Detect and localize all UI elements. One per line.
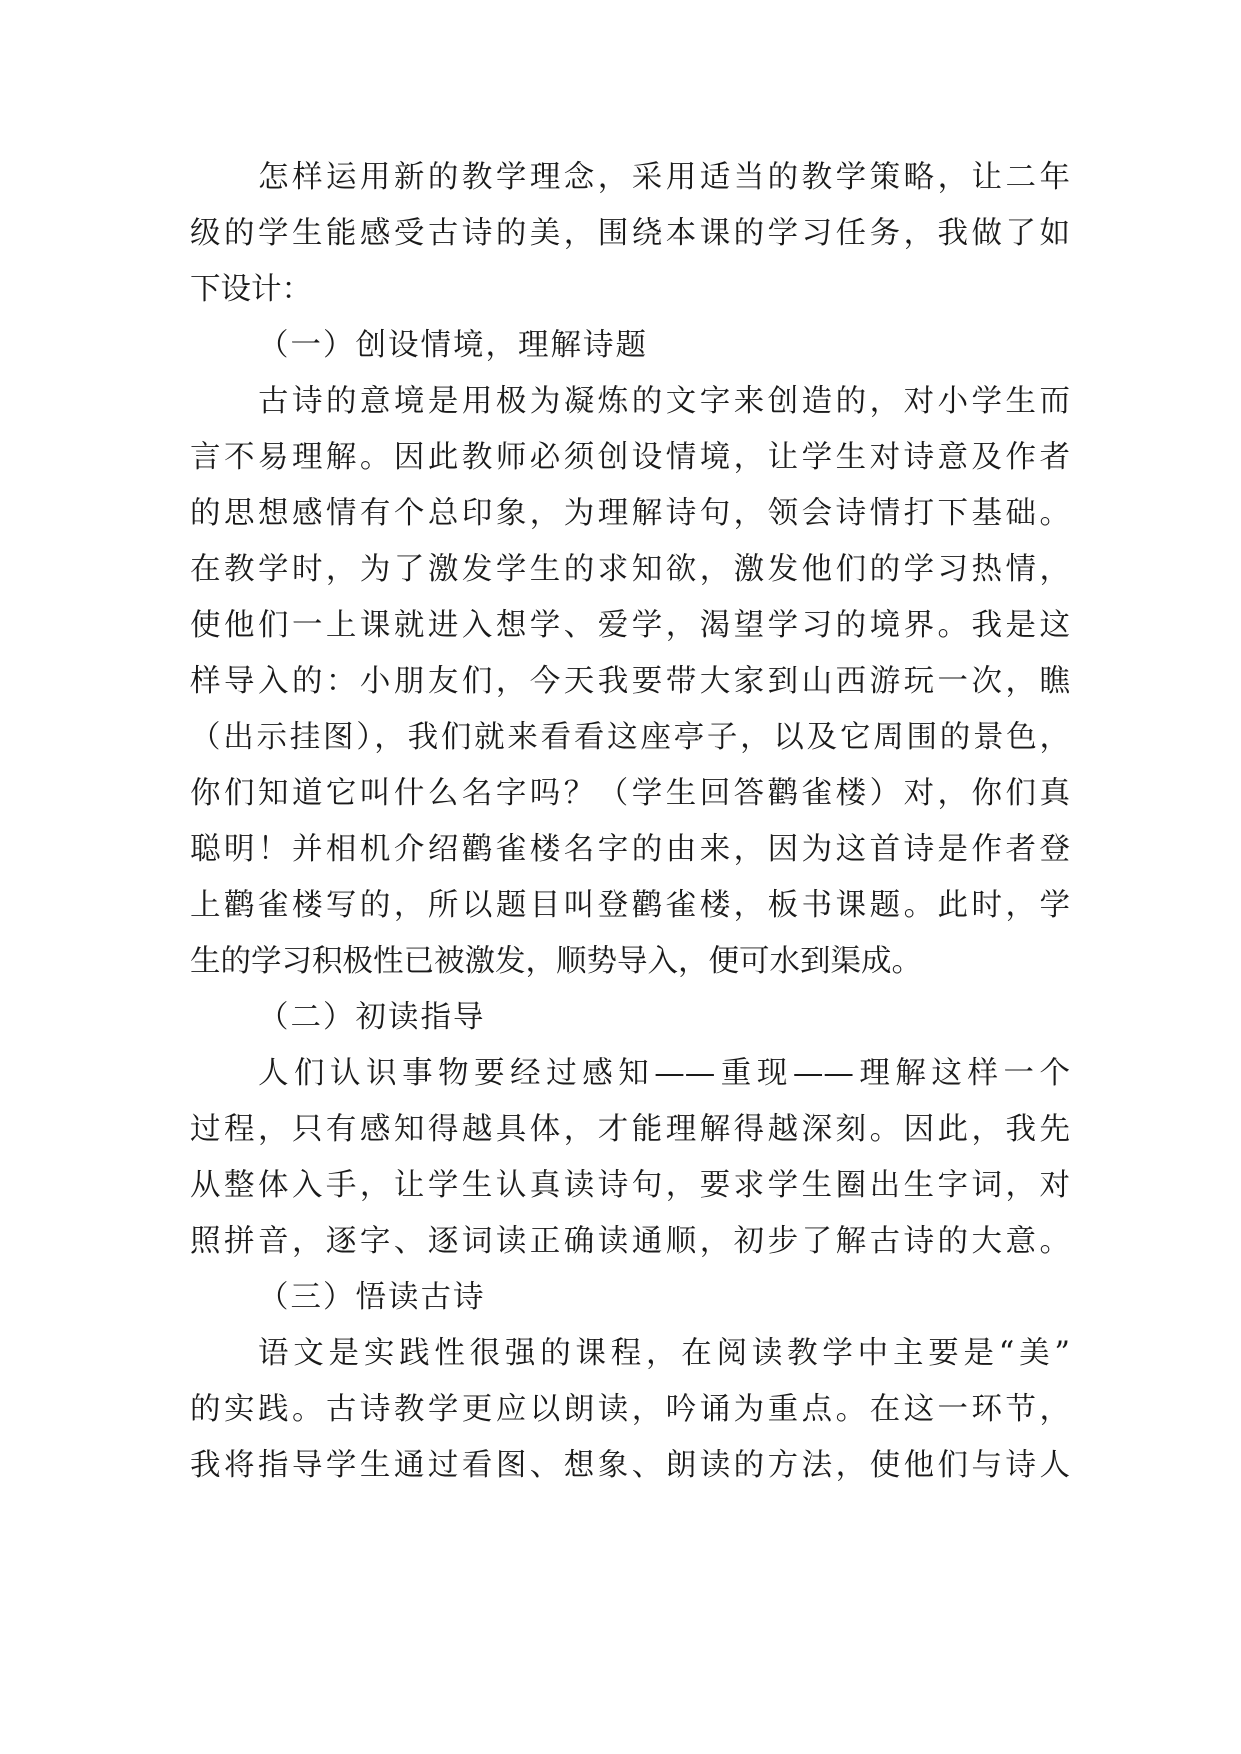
paragraph-line: 生的学习积极性已被激发，顺势导入，便可水到渠成。 bbox=[190, 944, 922, 979]
paragraph-line: 言不易理解。因此教师必须创设情境，让学生对诗意及作者 bbox=[190, 440, 1070, 475]
paragraph-line: 上鹳雀楼写的，所以题目叫登鹳雀楼，板书课题。此时，学 bbox=[190, 888, 1070, 923]
paragraph-line: 下设计： bbox=[190, 272, 312, 307]
paragraph-line: 你们知道它叫什么名字吗？（学生回答鹳雀楼）对，你们真 bbox=[190, 776, 1070, 811]
section-heading: （三）悟读古诗 bbox=[258, 1280, 486, 1315]
paragraph-line: 从整体入手，让学生认真读诗句，要求学生圈出生字词，对 bbox=[190, 1168, 1070, 1203]
paragraph-line: 怎样运用新的教学理念，采用适当的教学策略，让二年 bbox=[258, 160, 1070, 195]
paragraph-line: 的实践。古诗教学更应以朗读，吟诵为重点。在这一环节， bbox=[190, 1392, 1070, 1427]
paragraph-line: 样导入的：小朋友们，今天我要带大家到山西游玩一次，瞧 bbox=[190, 664, 1070, 699]
paragraph-line: 聪明！并相机介绍鹳雀楼名字的由来，因为这首诗是作者登 bbox=[190, 832, 1070, 867]
paragraph-line: 照拼音，逐字、逐词读正确读通顺，初步了解古诗的大意。 bbox=[190, 1224, 1070, 1259]
section-heading: （二）初读指导 bbox=[258, 1000, 486, 1035]
paragraph-line: 级的学生能感受古诗的美，围绕本课的学习任务，我做了如 bbox=[190, 216, 1070, 251]
paragraph-line: 在教学时，为了激发学生的求知欲，激发他们的学习热情， bbox=[190, 552, 1070, 587]
section-heading: （一）创设情境，理解诗题 bbox=[258, 328, 648, 363]
paragraph-line: 的思想感情有个总印象，为理解诗句，领会诗情打下基础。 bbox=[190, 496, 1070, 531]
paragraph-line: （出示挂图），我们就来看看这座亭子，以及它周围的景色， bbox=[190, 720, 1070, 755]
paragraph-line: 使他们一上课就进入想学、爱学，渴望学习的境界。我是这 bbox=[190, 608, 1070, 643]
paragraph-line: 人们认识事物要经过感知——重现——理解这样一个 bbox=[258, 1056, 1070, 1091]
paragraph-line: 过程，只有感知得越具体，才能理解得越深刻。因此，我先 bbox=[190, 1112, 1070, 1147]
paragraph-line: 我将指导学生通过看图、想象、朗读的方法，使他们与诗人 bbox=[190, 1448, 1070, 1483]
paragraph-line: 语文是实践性很强的课程，在阅读教学中主要是“美” bbox=[258, 1336, 1070, 1371]
paragraph-line: 古诗的意境是用极为凝炼的文字来创造的，对小学生而 bbox=[258, 384, 1070, 419]
